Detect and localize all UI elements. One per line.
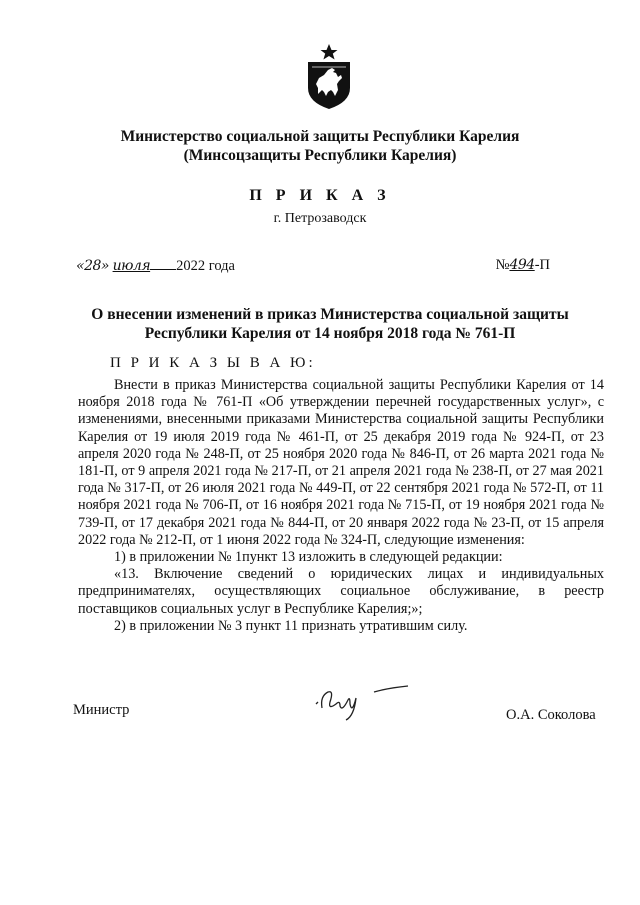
karelia-coat-of-arms-icon [304,44,354,110]
order-body [78,377,604,635]
city: г. Петрозаводск [273,211,367,226]
ministry-name: Министерство социальной защиты Республики Карелия [120,128,520,145]
order-title [60,305,600,343]
number-value: 494 [509,257,535,273]
number-prefix: № [495,257,510,273]
order-title-line1: О внесении изменений в приказ Министерства социальной защиты [91,306,569,323]
body-item-1: 1) в приложении № 1пункт 13 изложить в следующей редакции: [114,549,503,566]
date-blank-line [150,257,176,270]
number-suffix: -П [534,257,550,273]
date-month: июля [112,258,151,274]
date-year: 2022 года [176,258,235,274]
handwritten-signature [310,682,430,722]
ministry-short-name: (Минсоцзащиты Республики Карелия) [183,147,457,164]
order-number [496,257,550,274]
order-title-line2: Республики Карелия от 14 ноября 2018 года № 761-П [144,325,516,342]
body-item-2: 2) в приложении № 3 пункт 11 признать утратившим силу. [114,617,468,634]
signatory-name: О.А. Соколова [506,707,596,723]
body-paragraph-main: Внести в приказ Министерства социальной защиты Республики Карелия от 14 ноября 2018 года № 761-П «Об утверждении перечней государственных услуг», с изменениями, внесенными приказами Министерства социальной защиты Республики Карелия от 19 июля 2019 года № 461-П, от 25 декабря 2019 года № 924-П, от 23 апреля 2020 года № 248-П, от 25 ноября 2020 года № 846-П, от 26 марта 2021 года № 181-П, от 9 апреля 2021 года № 217-П, от 21 апреля 2021 года № 238-П, от 27 мая 2021 года № 317-П, от 26 июля 2021 года № 449-П, от 22 сентября 2021 года № 572-П, от 11 ноября 2021 года № 706-П, от 16 ноября 2021 года № 715-П, от 19 ноября 2021 года № 739-П, от 17 декабря 2021 года № 844-П, от 20 января 2022 года № 23-П, от 15 апреля 2022 года № 212-П, от 1 июня 2022 года № 324-П, следующие изменения: [78,377,604,548]
body-item-1-text: «13. Включение сведений о юридических лицах и индивидуальных предпринимателях, осуществляющих социальное обслуживание, в реестр поставщиков социальных услуг в Республике Карелия;»; [78,566,604,617]
prikazyvayu-heading: П Р И К А З Ы В А Ю: [110,355,316,371]
signatory-position: Министр [73,702,130,718]
order-heading: П Р И К А З [249,187,391,204]
order-date [76,257,235,275]
date-day: «28» [76,258,109,274]
